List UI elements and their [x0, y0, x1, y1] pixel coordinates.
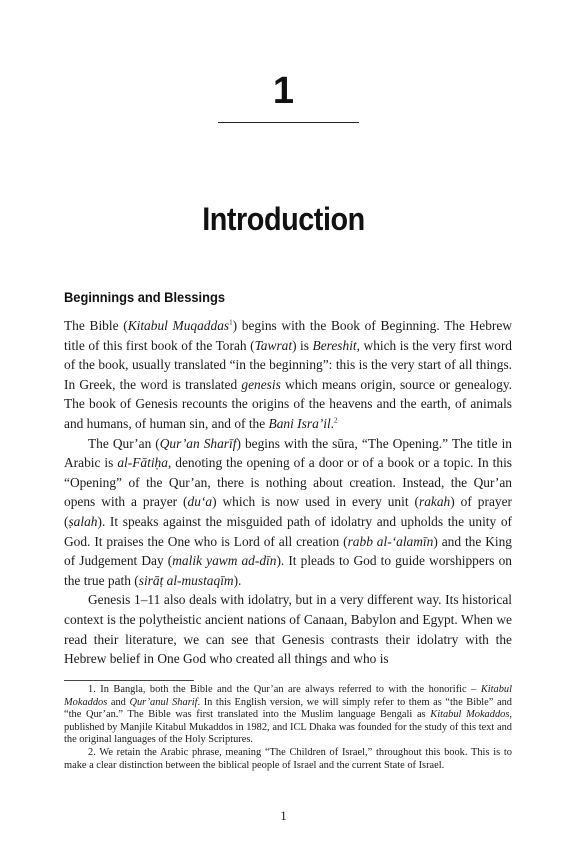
- page-number: 1: [280, 808, 287, 823]
- paragraph-1: The Bible (Kitabul Muqaddas$^1$) begins with the Book of Beginning. The Hebrew title of this first book of the Torah (Tawrat) is Bereshit, which is the very first word of the book, usually translated “in the beginning”: this is the very start of all things. In Greek, the word is translated genesis which means origin, source or genealogy. The book of Genesis recounts the origins of the heavens and the earth, of animals and humans, of human sin, and of the Bani Isra’il.$^2$: [64, 318, 513, 431]
- chapter-number: 1: [272, 70, 295, 112]
- footnotes: [64, 684, 512, 772]
- footnote-2: 2. We retain the Arabic phrase, meaning “The Children of Israel,” throughout this book. This is to make a clear distinction between the biblical people of Israel and the current State of Israel.: [64, 746, 512, 771]
- paragraph-2: The Qur’an (Qur’an Sharīf) begins with the sūra, “The Opening.” The title in Arabic is al-Fātiḥa, denoting the opening of a door or of a book or a topic. In this “Opening” of the Qur’an, there is nothing about creation. Instead, the Qur’an opens with a prayer (du‘a) which is now used in every unit (rakah) of prayer (ṣalah). It speaks against the misguided path of idolatry and upholds the unity of God. It praises the One who is Lord of all creation (rabb al-‘alamīn) and the King of Judgement Day (malik yawm ad-dīn). It pleads to God to guide worshippers on the true path (sirāṭ al-mustaqīm).: [64, 435, 513, 588]
- section-heading: Beginnings and Blessings: [64, 289, 226, 305]
- footnote-1: 1. In Bangla, both the Bible and the Qur’an are always referred to with the honorific – Kitabul Mokaddos and Qur’anul Sharif. In this English version, we will simply refer to them as “the Bible” and “the Qur’an.” The Bible was first translated into the Muslim language Bengali as Kitabul Mokaddos, published by Manjile Kitabul Mukaddos in 1982, and ICL Dhaka was founded for the study of this text and the original languages of the Holy Scriptures.: [64, 684, 512, 746]
- footnote-ref-1[interactable]: 1: [229, 318, 233, 327]
- paragraph-3: Genesis 1–11 also deals with idolatry, but in a very different way. Its historical context is the polytheistic ancient nations of Canaan, Babylon and Egypt. When we read their literature, we can see that Genesis contrasts their idolatry with the Hebrew belief in One God who created all things and who is: [64, 592, 512, 667]
- footnote-divider: [64, 680, 194, 681]
- body-text: [64, 316, 512, 669]
- chapter-title: Introduction: [202, 201, 365, 237]
- footnote-ref-2[interactable]: 2: [334, 416, 338, 425]
- chapter-rule: [218, 122, 359, 123]
